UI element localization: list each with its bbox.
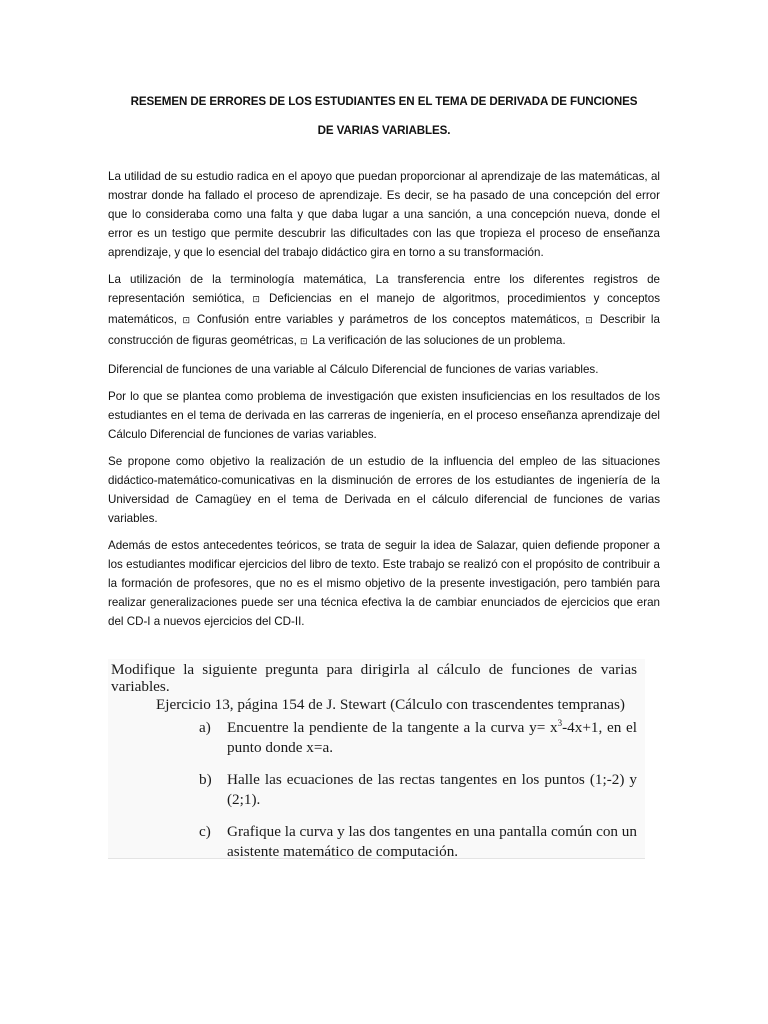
exercise-item-letter: a)	[199, 719, 211, 736]
paragraph-error-types-part-4: Describir la construcción de figuras geométricas,	[108, 313, 660, 347]
missing-glyph-icon: ⊡	[252, 295, 260, 305]
exercise-item-a-text-after: -4x+1, en el punto donde x=a.	[227, 719, 637, 756]
paragraph-error-types	[108, 270, 660, 352]
exercise-item-a	[199, 718, 637, 758]
exercise-list	[199, 718, 637, 862]
document-body	[108, 167, 660, 639]
exercise-image	[108, 659, 645, 859]
exercise-item-text	[227, 718, 637, 758]
exercise-item-c	[199, 822, 637, 862]
paragraph-research-problem: Por lo que se plantea como problema de investigación que existen insuficiencias en los resultados de los estudiantes en el tema de derivada en las carreras de ingeniería, en el proceso enseñanza aprendizaje del Cálculo Diferencial de funciones de varias variables.	[108, 390, 660, 441]
exercise-item-letter: b)	[199, 771, 212, 788]
document-title-line-2: DE VARIAS VARIABLES.	[317, 124, 451, 137]
paragraph-utility: La utilidad de su estudio radica en el apoyo que puedan proporcionar al aprendizaje de las matemáticas, al mostrar donde ha fallado el proceso de aprendizaje. Es decir, se ha pasado de una concepción del error que lo consideraba como una falta y que daba lugar a una sanción, a una concepción nueva, donde el error es un testigo que permite descubrir las dificultades con las que tropieza el proceso de enseñanza aprendizaje, y que lo esencial del trabajo didáctico gira en torno a su transformación.	[108, 170, 660, 259]
missing-glyph-icon: ⊡	[585, 316, 593, 326]
missing-glyph-icon: ⊡	[182, 316, 190, 326]
paragraph-error-types-part-3: Confusión entre variables y parámetros de los conceptos matemáticos,	[196, 313, 580, 326]
exercise-heading: Ejercicio 13, página 154 de J. Stewart (Cálculo con trascendentes tempranas)	[156, 696, 625, 713]
exercise-item-text: Halle las ecuaciones de las rectas tangentes en los puntos (1;-2) y (2;1).	[227, 771, 637, 808]
paragraph-error-types-part-1: La utilización de la terminología matemática, La transferencia entre los diferentes registros de representación semiótica,	[108, 273, 660, 305]
exponent: 3	[557, 717, 563, 728]
exercise-item-letter: c)	[199, 823, 211, 840]
paragraph-error-types-part-2: Deficiencias en el manejo de algoritmos, procedimientos y conceptos matemáticos,	[108, 292, 660, 326]
paragraph-differential: Diferencial de funciones de una variable al Cálculo Diferencial de funciones de varias variables.	[108, 363, 599, 376]
document-title-line-1: RESEMEN DE ERRORES DE LOS ESTUDIANTES EN EL TEMA DE DERIVADA DE FUNCIONES	[130, 95, 638, 108]
exercise-item-text: Grafique la curva y las dos tangentes en una pantalla común con un asistente matemático de computación.	[227, 823, 637, 860]
paragraph-error-types-part-5: La verificación de las soluciones de un problema.	[312, 334, 566, 347]
paragraph-objective: Se propone como objetivo la realización de un estudio de la influencia del empleo de las situaciones didáctico-matemático-comunicativas en la disminución de errores de los estudiantes de ingeniería de la Universidad de Camagüey en el tema de Derivada en el cálculo diferencial de funciones de varias variables.	[108, 455, 660, 525]
paragraph-antecedents: Además de estos antecedentes teóricos, se trata de seguir la idea de Salazar, quien defiende proponer a los estudiantes modificar ejercicios del libro de texto. Este trabajo se realizó con el propósito de contribuir a la formación de profesores, que no es el mismo objetivo de la presente investigación, pero también para realizar generalizaciones puede ser una técnica efectiva la de cambiar enunciados de ejercicios que eran del CD-I a nuevos ejercicios del CD-II.	[108, 539, 660, 628]
missing-glyph-icon: ⊡	[300, 337, 308, 347]
exercise-intro: Modifique la siguiente pregunta para dirigirla al cálculo de funciones de varias variables.	[111, 661, 637, 695]
exercise-item-b	[199, 770, 637, 810]
exercise-item-a-text-before: Encuentre la pendiente de la tangente a la curva y= x	[227, 719, 558, 736]
